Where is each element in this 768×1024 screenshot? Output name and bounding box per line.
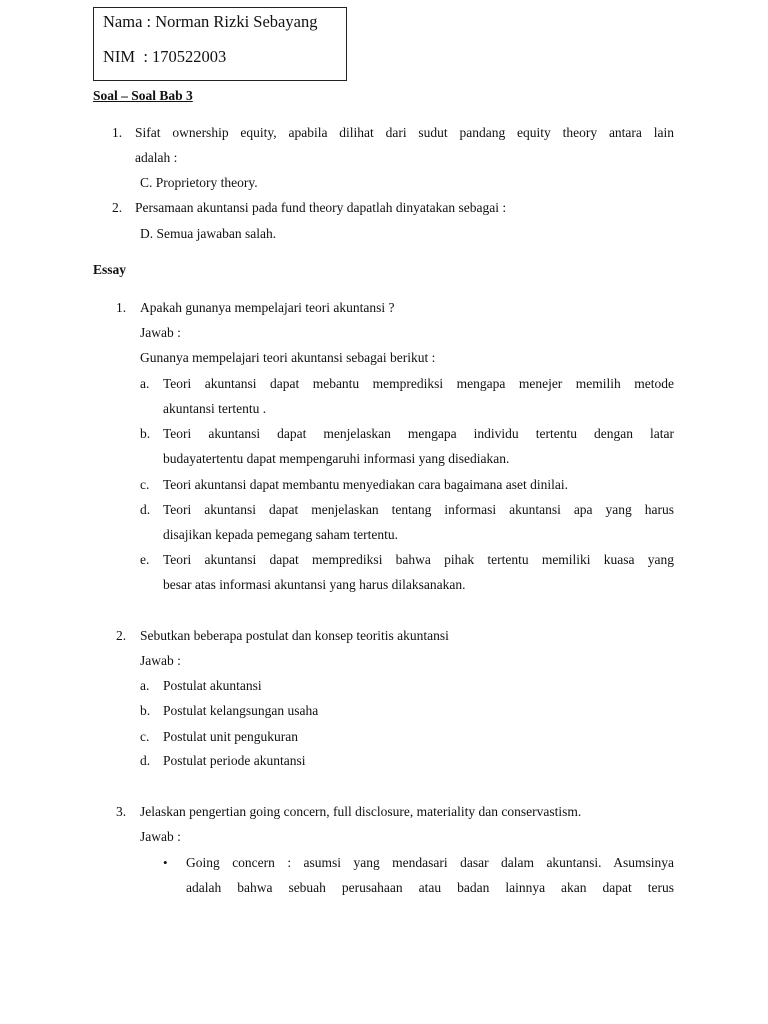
essay-1-point-b-line2: budayatertentu dapat mempengaruhi informasi yang disediakan. [163, 451, 510, 466]
essay-1-point-c-letter: c. [140, 477, 150, 492]
essay-3-question: Jelaskan pengertian going concern, full disclosure, materiality dan conservastism. [140, 804, 582, 819]
essay-1-point-e-letter: e. [140, 552, 150, 567]
essay-1-question: Apakah gunanya mempelajari teori akuntansi ? [140, 300, 395, 315]
essay-2-point-c-letter: c. [140, 729, 150, 744]
essay-1-intro: Gunanya mempelajari teori akuntansi sebagai berikut : [140, 350, 436, 365]
essay-3-jawab-label: Jawab : [140, 829, 181, 844]
essay-1-number: 1. [116, 300, 127, 315]
soal-1-question-line2: adalah : [135, 150, 178, 165]
essay-1-point-e-line2: besar atas informasi akuntansi yang harus dilaksanakan. [163, 577, 466, 592]
student-name: Nama : Norman Rizki Sebayang [103, 12, 318, 31]
essay-1-point-c-line1: Teori akuntansi dapat membantu menyediakan cara bagaimana aset dinilai. [163, 477, 569, 492]
essay-1-point-b-letter: b. [140, 426, 151, 441]
essay-2-point-d-letter: d. [140, 753, 151, 768]
essay-3-bullet-line2: adalah bahwa sebuah perusahaan atau badan lainnya akan dapat terus [186, 880, 674, 895]
essay-2-point-d-text: Postulat periode akuntansi [163, 753, 306, 768]
soal-1-number: 1. [112, 125, 123, 140]
essay-2-point-b-letter: b. [140, 703, 151, 718]
soal-2-answer: D. Semua jawaban salah. [140, 226, 277, 241]
soal-heading: Soal – Soal Bab 3 [93, 88, 193, 103]
essay-1-point-e-line1: Teori akuntansi dapat memprediksi bahwa pihak tertentu memiliki kuasa yang [163, 552, 674, 567]
essay-1-point-a-line2: akuntansi tertentu . [163, 401, 267, 416]
soal-2-number: 2. [112, 200, 123, 215]
essay-1-point-d-letter: d. [140, 502, 151, 517]
essay-1-point-d-line2: disajikan kepada pemegang saham tertentu. [163, 527, 399, 542]
essay-1-point-a-line1: Teori akuntansi dapat mebantu memprediksi mengapa menejer memilih metode [163, 376, 674, 391]
essay-2-point-c-text: Postulat unit pengukuran [163, 729, 298, 744]
essay-3-bullet-line1: Going concern : asumsi yang mendasari dasar dalam akuntansi. Asumsinya [186, 855, 674, 870]
essay-1-point-b-line1: Teori akuntansi dapat menjelaskan mengapa individu tertentu dengan latar [163, 426, 674, 441]
essay-3-number: 3. [116, 804, 127, 819]
essay-1-point-a-letter: a. [140, 376, 150, 391]
essay-2-point-b-text: Postulat kelangsungan usaha [163, 703, 319, 718]
essay-2-question: Sebutkan beberapa postulat dan konsep teoritis akuntansi [140, 628, 449, 643]
soal-1-question-line1: Sifat ownership equity, apabila dilihat dari sudut pandang equity theory antara lain [135, 125, 674, 140]
student-nim: NIM : 170522003 [103, 47, 227, 66]
student-identity-box [93, 7, 347, 81]
essay-1-jawab-label: Jawab : [140, 325, 181, 340]
essay-heading: Essay [93, 262, 127, 277]
essay-2-jawab-label: Jawab : [140, 653, 181, 668]
soal-1-answer: C. Proprietory theory. [140, 175, 258, 190]
essay-1-point-d-line1: Teori akuntansi dapat menjelaskan tentang informasi akuntansi apa yang harus [163, 502, 674, 517]
essay-2-point-a-text: Postulat akuntansi [163, 678, 262, 693]
essay-2-point-a-letter: a. [140, 678, 150, 693]
bullet-dot-icon: • [163, 855, 168, 870]
essay-2-number: 2. [116, 628, 127, 643]
soal-2-question: Persamaan akuntansi pada fund theory dapatlah dinyatakan sebagai : [135, 200, 507, 215]
